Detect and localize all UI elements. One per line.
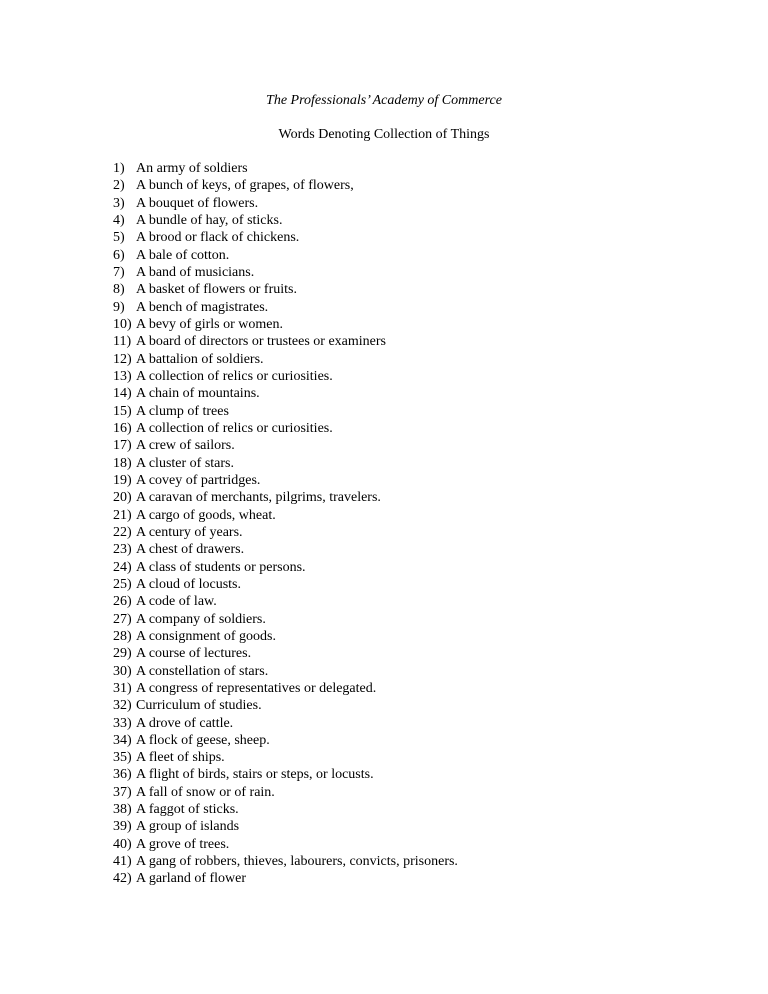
list-item-number: 8) xyxy=(113,282,125,298)
list-item-text: A crew of sailors. xyxy=(136,438,235,454)
list-item-text: A class of students or persons. xyxy=(136,559,306,575)
list-item-number: 2) xyxy=(113,178,125,194)
list-item xyxy=(113,177,458,194)
list-item-number: 34) xyxy=(113,732,132,748)
list-item-text: A constellation of stars. xyxy=(136,663,269,679)
list-item xyxy=(113,766,458,783)
list-item-number: 20) xyxy=(113,490,132,506)
list-item-text: A battalion of soldiers. xyxy=(136,351,264,367)
list-item-number: 13) xyxy=(113,368,132,384)
list-item-number: 5) xyxy=(113,230,125,246)
list-item xyxy=(113,489,458,506)
list-item-number: 24) xyxy=(113,559,132,575)
list-item-number: 6) xyxy=(113,247,125,263)
list-item xyxy=(113,853,458,870)
list-item xyxy=(113,212,458,229)
list-item-text: A clump of trees xyxy=(136,403,229,419)
list-item-text: A band of musicians. xyxy=(136,264,255,280)
list-item-number: 18) xyxy=(113,455,132,471)
list-item xyxy=(113,801,458,818)
list-item-text: A basket of flowers or fruits. xyxy=(136,282,297,298)
list-item-number: 32) xyxy=(113,698,132,714)
list-item xyxy=(113,316,458,333)
list-item-number: 33) xyxy=(113,715,132,731)
list-item-number: 31) xyxy=(113,680,132,696)
list-item xyxy=(113,524,458,541)
list-item-text: A course of lectures. xyxy=(136,646,252,662)
list-item-text: A century of years. xyxy=(136,524,243,540)
list-item xyxy=(113,195,458,212)
list-item-number: 35) xyxy=(113,750,132,766)
list-item-text: A brood or flack of chickens. xyxy=(136,230,300,246)
list-item-text: A flock of geese, sheep. xyxy=(136,732,270,748)
list-item-number: 39) xyxy=(113,819,132,835)
list-item xyxy=(113,281,458,298)
list-item xyxy=(113,351,458,368)
list-item xyxy=(113,870,458,887)
list-item xyxy=(113,247,458,264)
list-item xyxy=(113,576,458,593)
list-item xyxy=(113,264,458,281)
list-item xyxy=(113,420,458,437)
list-item xyxy=(113,663,458,680)
list-item-text: A fleet of ships. xyxy=(136,750,225,766)
list-item-number: 9) xyxy=(113,299,125,315)
list-item-text: A drove of cattle. xyxy=(136,715,234,731)
list-item-number: 29) xyxy=(113,646,132,662)
list-item xyxy=(113,385,458,402)
list-item xyxy=(113,680,458,697)
list-item xyxy=(113,749,458,766)
list-item-number: 38) xyxy=(113,802,132,818)
list-item-number: 4) xyxy=(113,212,125,228)
list-item xyxy=(113,784,458,801)
list-item-text: A covey of partridges. xyxy=(136,472,261,488)
list-item xyxy=(113,559,458,576)
list-item-text: A bundle of hay, of sticks. xyxy=(136,212,283,228)
list-item-number: 40) xyxy=(113,836,132,852)
list-item-text: A cargo of goods, wheat. xyxy=(136,507,276,523)
list-item-number: 3) xyxy=(113,195,125,211)
list-item-text: A bench of magistrates. xyxy=(136,299,269,315)
collection-words-list xyxy=(113,160,458,888)
list-item xyxy=(113,611,458,628)
list-item-number: 21) xyxy=(113,507,132,523)
list-item-text: A cluster of stars. xyxy=(136,455,234,471)
list-item-text: A caravan of merchants, pilgrims, travelers. xyxy=(136,490,381,506)
list-item-text: A faggot of sticks. xyxy=(136,802,239,818)
list-item-text: A fall of snow or of rain. xyxy=(136,784,275,800)
list-item xyxy=(113,732,458,749)
list-item-text: A grove of trees. xyxy=(136,836,230,852)
list-item-text: A gang of robbers, thieves, labourers, convicts, prisoners. xyxy=(136,854,458,870)
list-item-text: A cloud of locusts. xyxy=(136,576,241,592)
list-item-text: A company of soldiers. xyxy=(136,611,266,627)
list-item-number: 1) xyxy=(113,161,125,176)
list-item xyxy=(113,472,458,489)
list-item-text: A board of directors or trustees or examiners xyxy=(136,334,386,350)
list-item-text: A chest of drawers. xyxy=(136,542,245,558)
list-item xyxy=(113,160,458,177)
list-item-text: A bunch of keys, of grapes, of flowers, xyxy=(136,178,354,194)
list-item-text: A chain of mountains. xyxy=(136,386,260,402)
list-item xyxy=(113,403,458,420)
list-item-number: 16) xyxy=(113,420,132,436)
document-subtitle: Words Denoting Collection of Things xyxy=(278,127,490,142)
list-item-number: 41) xyxy=(113,854,132,870)
list-item-number: 27) xyxy=(113,611,132,627)
list-item xyxy=(113,455,458,472)
list-item-text: A flight of birds, stairs or steps, or locusts. xyxy=(136,767,374,783)
list-item-number: 17) xyxy=(113,438,132,454)
list-item xyxy=(113,437,458,454)
list-item-number: 42) xyxy=(113,871,132,887)
list-item xyxy=(113,645,458,662)
list-item-number: 7) xyxy=(113,264,125,280)
list-item xyxy=(113,507,458,524)
list-item-number: 25) xyxy=(113,576,132,592)
list-item xyxy=(113,541,458,558)
list-item xyxy=(113,715,458,732)
list-item-number: 19) xyxy=(113,472,132,488)
list-item-text: A code of law. xyxy=(136,594,217,610)
list-item-number: 11) xyxy=(113,334,132,350)
list-item-text: A collection of relics or curiosities. xyxy=(136,420,333,436)
list-item-number: 14) xyxy=(113,386,132,402)
list-item-number: 26) xyxy=(113,594,132,610)
list-item-text: A congress of representatives or delegated. xyxy=(136,680,377,696)
list-item-number: 36) xyxy=(113,767,132,783)
list-item-text: A bouquet of flowers. xyxy=(136,195,259,211)
list-item-number: 15) xyxy=(113,403,132,419)
document-title: The Professionals’ Academy of Commerce xyxy=(266,93,502,108)
list-item-text: A bevy of girls or women. xyxy=(136,316,283,332)
list-item-text: A collection of relics or curiosities. xyxy=(136,368,333,384)
list-item-number: 37) xyxy=(113,784,132,800)
list-item xyxy=(113,368,458,385)
list-item-number: 30) xyxy=(113,663,132,679)
list-item xyxy=(113,697,458,714)
list-item-number: 28) xyxy=(113,628,132,644)
list-item-text: A consignment of goods. xyxy=(136,628,276,644)
list-item-number: 23) xyxy=(113,542,132,558)
list-item-number: 10) xyxy=(113,316,132,332)
list-item xyxy=(113,628,458,645)
list-item-text: A garland of flower xyxy=(136,871,247,887)
list-item-number: 12) xyxy=(113,351,132,367)
list-item-text: A bale of cotton. xyxy=(136,247,230,263)
list-item-text: Curriculum of studies. xyxy=(136,698,262,714)
list-item-number: 22) xyxy=(113,524,132,540)
list-item-text: A group of islands xyxy=(136,819,240,835)
list-item xyxy=(113,229,458,246)
list-item xyxy=(113,333,458,350)
list-item-text: An army of soldiers xyxy=(136,161,248,176)
list-item xyxy=(113,818,458,835)
list-item xyxy=(113,593,458,610)
list-item xyxy=(113,836,458,853)
list-item xyxy=(113,299,458,316)
